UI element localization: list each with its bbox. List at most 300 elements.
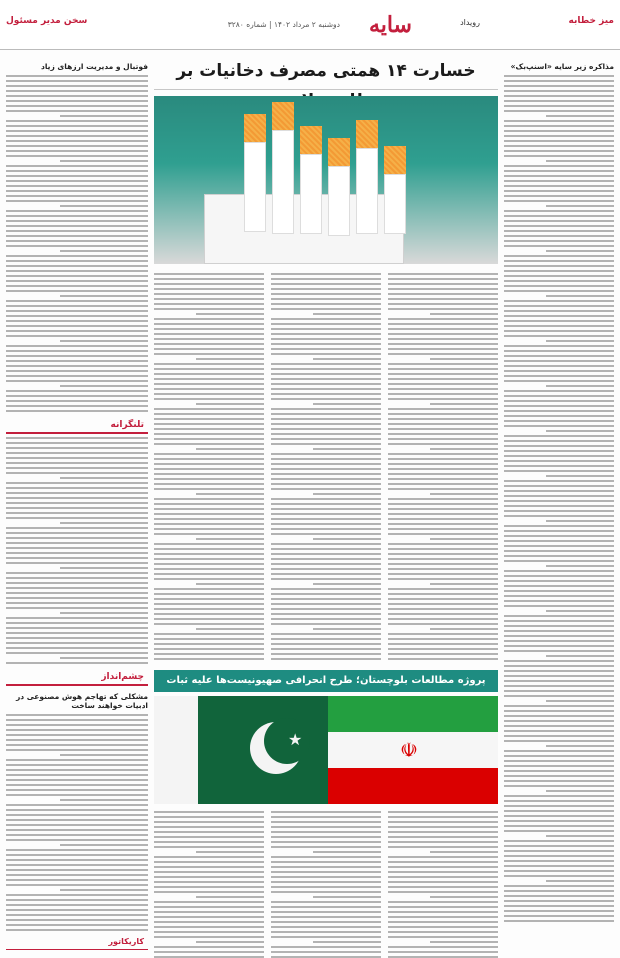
- text-line: [6, 919, 148, 921]
- text-line: [154, 648, 264, 650]
- text-line: [60, 385, 148, 387]
- text-line: [271, 278, 381, 280]
- text-line: [6, 652, 148, 654]
- text-line: [388, 368, 498, 370]
- text-line: [388, 383, 498, 385]
- text-line: [154, 428, 264, 430]
- text-line: [430, 313, 498, 315]
- text-line: [154, 588, 264, 590]
- text-line: [504, 675, 614, 677]
- text-line: [6, 320, 148, 322]
- text-line: [6, 517, 148, 519]
- text-line: [60, 754, 148, 756]
- text-line: [271, 946, 381, 948]
- text-line: [388, 523, 498, 525]
- text-line: [6, 864, 148, 866]
- text-line: [6, 330, 148, 332]
- text-line: [6, 482, 148, 484]
- text-line: [271, 866, 381, 868]
- text-line: [6, 390, 148, 392]
- text-line: [154, 836, 264, 838]
- text-line: [154, 831, 264, 833]
- text-line: [154, 308, 264, 310]
- text-line: [271, 343, 381, 345]
- text-line: [196, 493, 264, 495]
- text-line: [271, 328, 381, 330]
- text-line: [271, 608, 381, 610]
- page-header: [0, 0, 620, 50]
- text-line: [504, 890, 614, 892]
- text-line: [504, 760, 614, 762]
- text-line: [271, 483, 381, 485]
- text-line: [504, 720, 614, 722]
- text-line: [154, 443, 264, 445]
- text-line: [154, 298, 264, 300]
- text-line: [504, 280, 614, 282]
- text-line: [6, 310, 148, 312]
- flags-photo: [154, 696, 498, 804]
- text-line: [271, 891, 381, 893]
- text-line: [388, 856, 498, 858]
- text-line: [154, 608, 264, 610]
- text-line: [271, 488, 381, 490]
- text-line: [504, 735, 614, 737]
- text-line: [271, 443, 381, 445]
- text-line: [504, 95, 614, 97]
- text-line: [271, 373, 381, 375]
- text-line: [504, 415, 614, 417]
- text-line: [6, 834, 148, 836]
- text-line: [504, 75, 614, 77]
- text-line: [504, 585, 614, 587]
- text-line: [154, 563, 264, 565]
- text-line: [504, 290, 614, 292]
- right-article-title: مذاکره زیر سایه «اسنپ‌بک»: [510, 62, 614, 71]
- text-line: [271, 363, 381, 365]
- text-line: [6, 437, 148, 439]
- text-line: [154, 278, 264, 280]
- text-line: [388, 328, 498, 330]
- text-line: [6, 472, 148, 474]
- text-line: [504, 90, 614, 92]
- text-line: [504, 900, 614, 902]
- text-line: [6, 462, 148, 464]
- text-line: [546, 565, 614, 567]
- text-line: [271, 288, 381, 290]
- text-line: [504, 635, 614, 637]
- text-line: [271, 553, 381, 555]
- text-line: [154, 463, 264, 465]
- text-line: [271, 473, 381, 475]
- text-line: [6, 784, 148, 786]
- text-line: [313, 583, 381, 585]
- text-line: [6, 235, 148, 237]
- text-line: [6, 255, 148, 257]
- text-line: [6, 245, 148, 247]
- text-line: [504, 310, 614, 312]
- text-line: [154, 533, 264, 535]
- text-line: [504, 360, 614, 362]
- text-line: [6, 849, 148, 851]
- text-line: [154, 886, 264, 888]
- text-line: [271, 298, 381, 300]
- text-line: [430, 358, 498, 360]
- text-line: [388, 613, 498, 615]
- text-line: [504, 80, 614, 82]
- text-line: [504, 710, 614, 712]
- text-line: [388, 293, 498, 295]
- text-line: [504, 350, 614, 352]
- text-line: [271, 273, 381, 275]
- text-line: [154, 388, 264, 390]
- text-line: [154, 643, 264, 645]
- second-text-column-3: [154, 808, 264, 958]
- text-line: [271, 518, 381, 520]
- text-line: [154, 288, 264, 290]
- text-line: [271, 886, 381, 888]
- text-line: [271, 528, 381, 530]
- text-line: [504, 265, 614, 267]
- text-line: [388, 811, 498, 813]
- text-line: [154, 318, 264, 320]
- text-line: [60, 205, 148, 207]
- text-line: [504, 225, 614, 227]
- main-article-body: [154, 270, 498, 670]
- text-line: [504, 590, 614, 592]
- text-line: [6, 497, 148, 499]
- header-section-label-right: میز خطابه: [568, 16, 614, 26]
- text-line: [430, 448, 498, 450]
- text-line: [504, 365, 614, 367]
- text-line: [504, 375, 614, 377]
- text-line: [504, 905, 614, 907]
- text-line: [504, 660, 614, 662]
- text-line: [504, 370, 614, 372]
- text-line: [388, 288, 498, 290]
- text-line: [504, 645, 614, 647]
- pakistan-flag: [154, 696, 334, 804]
- text-line: [504, 315, 614, 317]
- text-line: [60, 612, 148, 614]
- text-line: [388, 886, 498, 888]
- text-line: [196, 538, 264, 540]
- text-line: [504, 490, 614, 492]
- issue-date: دوشنبه ۲ مرداد ۱۴۰۲ | شماره ۳۲۸۰: [227, 20, 340, 29]
- text-line: [271, 816, 381, 818]
- text-line: [6, 325, 148, 327]
- text-line: [546, 250, 614, 252]
- text-line: [154, 638, 264, 640]
- text-line: [388, 458, 498, 460]
- text-line: [6, 315, 148, 317]
- text-line: [154, 593, 264, 595]
- text-line: [271, 846, 381, 848]
- text-line: [154, 513, 264, 515]
- text-line: [504, 440, 614, 442]
- text-line: [6, 714, 148, 716]
- text-line: [196, 583, 264, 585]
- text-line: [154, 946, 264, 948]
- text-line: [6, 215, 148, 217]
- text-line: [154, 453, 264, 455]
- text-line: [388, 308, 498, 310]
- text-line: [271, 618, 381, 620]
- text-line: [388, 428, 498, 430]
- text-line: [271, 653, 381, 655]
- text-line: [388, 558, 498, 560]
- text-line: [154, 926, 264, 928]
- text-line: [388, 603, 498, 605]
- text-line: [154, 368, 264, 370]
- text-line: [313, 538, 381, 540]
- text-line: [6, 100, 148, 102]
- text-line: [313, 313, 381, 315]
- text-line: [6, 527, 148, 529]
- text-line: [504, 455, 614, 457]
- text-line: [546, 790, 614, 792]
- text-line: [154, 383, 264, 385]
- text-line: [388, 633, 498, 635]
- text-line: [504, 100, 614, 102]
- logo-text: سایه: [368, 12, 412, 38]
- text-line: [6, 839, 148, 841]
- text-line: [388, 353, 498, 355]
- text-line: [271, 623, 381, 625]
- text-line: [430, 896, 498, 898]
- text-line: [388, 443, 498, 445]
- text-line: [6, 195, 148, 197]
- text-line: [388, 438, 498, 440]
- text-line: [504, 235, 614, 237]
- text-line: [504, 400, 614, 402]
- text-line: [6, 924, 148, 926]
- text-line: [504, 230, 614, 232]
- text-line: [6, 582, 148, 584]
- text-line: [6, 774, 148, 776]
- text-line: [388, 866, 498, 868]
- text-line: [154, 473, 264, 475]
- text-line: [388, 911, 498, 913]
- text-line: [271, 453, 381, 455]
- text-line: [154, 623, 264, 625]
- text-line: [388, 593, 498, 595]
- text-line: [313, 403, 381, 405]
- text-line: [196, 448, 264, 450]
- text-line: [271, 563, 381, 565]
- text-line: [504, 680, 614, 682]
- text-line: [60, 567, 148, 569]
- text-line: [388, 658, 498, 660]
- text-line: [60, 160, 148, 162]
- text-line: [388, 373, 498, 375]
- text-line: [271, 468, 381, 470]
- text-line: [504, 805, 614, 807]
- text-line: [6, 80, 148, 82]
- text-line: [504, 670, 614, 672]
- text-line: [6, 607, 148, 609]
- text-line: [388, 323, 498, 325]
- text-line: [6, 150, 148, 152]
- text-line: [504, 765, 614, 767]
- text-line: [6, 120, 148, 122]
- text-line: [6, 110, 148, 112]
- text-line: [154, 378, 264, 380]
- text-line: [388, 906, 498, 908]
- text-line: [388, 648, 498, 650]
- text-line: [388, 518, 498, 520]
- text-line: [271, 871, 381, 873]
- text-line: [504, 390, 614, 392]
- text-line: [6, 265, 148, 267]
- newspaper-logo: [369, 12, 412, 38]
- text-line: [271, 383, 381, 385]
- text-line: [154, 841, 264, 843]
- text-line: [504, 785, 614, 787]
- text-line: [504, 120, 614, 122]
- text-line: [154, 498, 264, 500]
- text-line: [504, 445, 614, 447]
- text-line: [504, 165, 614, 167]
- main-text-column-2: [271, 270, 381, 670]
- cigarette: [272, 102, 294, 234]
- text-line: [6, 452, 148, 454]
- text-line: [6, 180, 148, 182]
- cigarette: [384, 146, 406, 234]
- text-line: [504, 545, 614, 547]
- text-line: [6, 602, 148, 604]
- text-line: [271, 831, 381, 833]
- main-feature: [154, 56, 498, 950]
- text-line: [6, 804, 148, 806]
- section-header-3: چشم‌انداز: [6, 670, 148, 686]
- text-line: [271, 881, 381, 883]
- text-line: [271, 503, 381, 505]
- second-headline-band: پروژه مطالعات بلوچستان؛ طرح انحرافی صهیونیست‌ها علیه ثبات: [154, 670, 498, 692]
- text-line: [388, 946, 498, 948]
- text-line: [60, 844, 148, 846]
- text-line: [504, 550, 614, 552]
- header-section-badge-right: [504, 16, 614, 34]
- text-line: [504, 775, 614, 777]
- text-line: [504, 190, 614, 192]
- text-line: [388, 543, 498, 545]
- text-line: [504, 175, 614, 177]
- text-line: [6, 642, 148, 644]
- text-line: [271, 308, 381, 310]
- text-line: [154, 333, 264, 335]
- left-article1-body: [6, 75, 148, 412]
- text-line: [504, 410, 614, 412]
- text-line: [388, 388, 498, 390]
- text-line: [388, 846, 498, 848]
- text-line: [388, 303, 498, 305]
- text-line: [504, 405, 614, 407]
- text-line: [60, 340, 148, 342]
- text-line: [388, 283, 498, 285]
- text-line: [388, 588, 498, 590]
- text-line: [388, 318, 498, 320]
- text-line: [6, 375, 148, 377]
- text-line: [271, 508, 381, 510]
- text-line: [504, 240, 614, 242]
- text-line: [271, 418, 381, 420]
- text-line: [6, 487, 148, 489]
- text-line: [6, 557, 148, 559]
- text-line: [154, 423, 264, 425]
- text-line: [6, 809, 148, 811]
- text-line: [504, 600, 614, 602]
- text-line: [271, 826, 381, 828]
- text-line: [271, 458, 381, 460]
- text-line: [154, 866, 264, 868]
- text-line: [504, 130, 614, 132]
- text-line: [6, 200, 148, 202]
- text-line: [6, 824, 148, 826]
- text-line: [388, 423, 498, 425]
- text-line: [6, 135, 148, 137]
- text-line: [388, 393, 498, 395]
- text-line: [6, 305, 148, 307]
- text-line: [546, 520, 614, 522]
- text-line: [504, 810, 614, 812]
- text-line: [388, 578, 498, 580]
- text-line: [430, 583, 498, 585]
- text-line: [6, 280, 148, 282]
- text-line: [6, 410, 148, 412]
- left-article3-title: مشکلی که تهاجم هوش مصنوعی در ادبیات خواهند ساخت: [15, 692, 148, 710]
- text-line: [504, 510, 614, 512]
- text-line: [6, 769, 148, 771]
- text-line: [504, 495, 614, 497]
- text-line: [271, 323, 381, 325]
- text-line: [271, 861, 381, 863]
- text-line: [388, 951, 498, 953]
- text-line: [154, 613, 264, 615]
- text-line: [154, 418, 264, 420]
- text-line: [313, 358, 381, 360]
- text-line: [388, 508, 498, 510]
- text-line: [6, 225, 148, 227]
- text-line: [6, 190, 148, 192]
- text-line: [6, 380, 148, 382]
- text-line: [271, 318, 381, 320]
- text-line: [504, 830, 614, 832]
- text-line: [388, 926, 498, 928]
- text-line: [271, 588, 381, 590]
- text-line: [6, 240, 148, 242]
- header-section-label-left: سخن مدیر مسئول: [6, 16, 88, 26]
- text-line: [6, 447, 148, 449]
- text-line: [504, 595, 614, 597]
- text-line: [504, 705, 614, 707]
- text-line: [271, 901, 381, 903]
- left-column: [6, 56, 148, 950]
- text-line: [388, 598, 498, 600]
- text-line: [504, 460, 614, 462]
- text-line: [504, 275, 614, 277]
- text-line: [6, 140, 148, 142]
- text-line: [271, 408, 381, 410]
- text-line: [504, 665, 614, 667]
- text-line: [6, 764, 148, 766]
- text-line: [504, 305, 614, 307]
- text-line: [154, 338, 264, 340]
- text-line: [154, 293, 264, 295]
- text-line: [388, 503, 498, 505]
- text-line: [504, 535, 614, 537]
- text-line: [388, 338, 498, 340]
- text-line: [6, 814, 148, 816]
